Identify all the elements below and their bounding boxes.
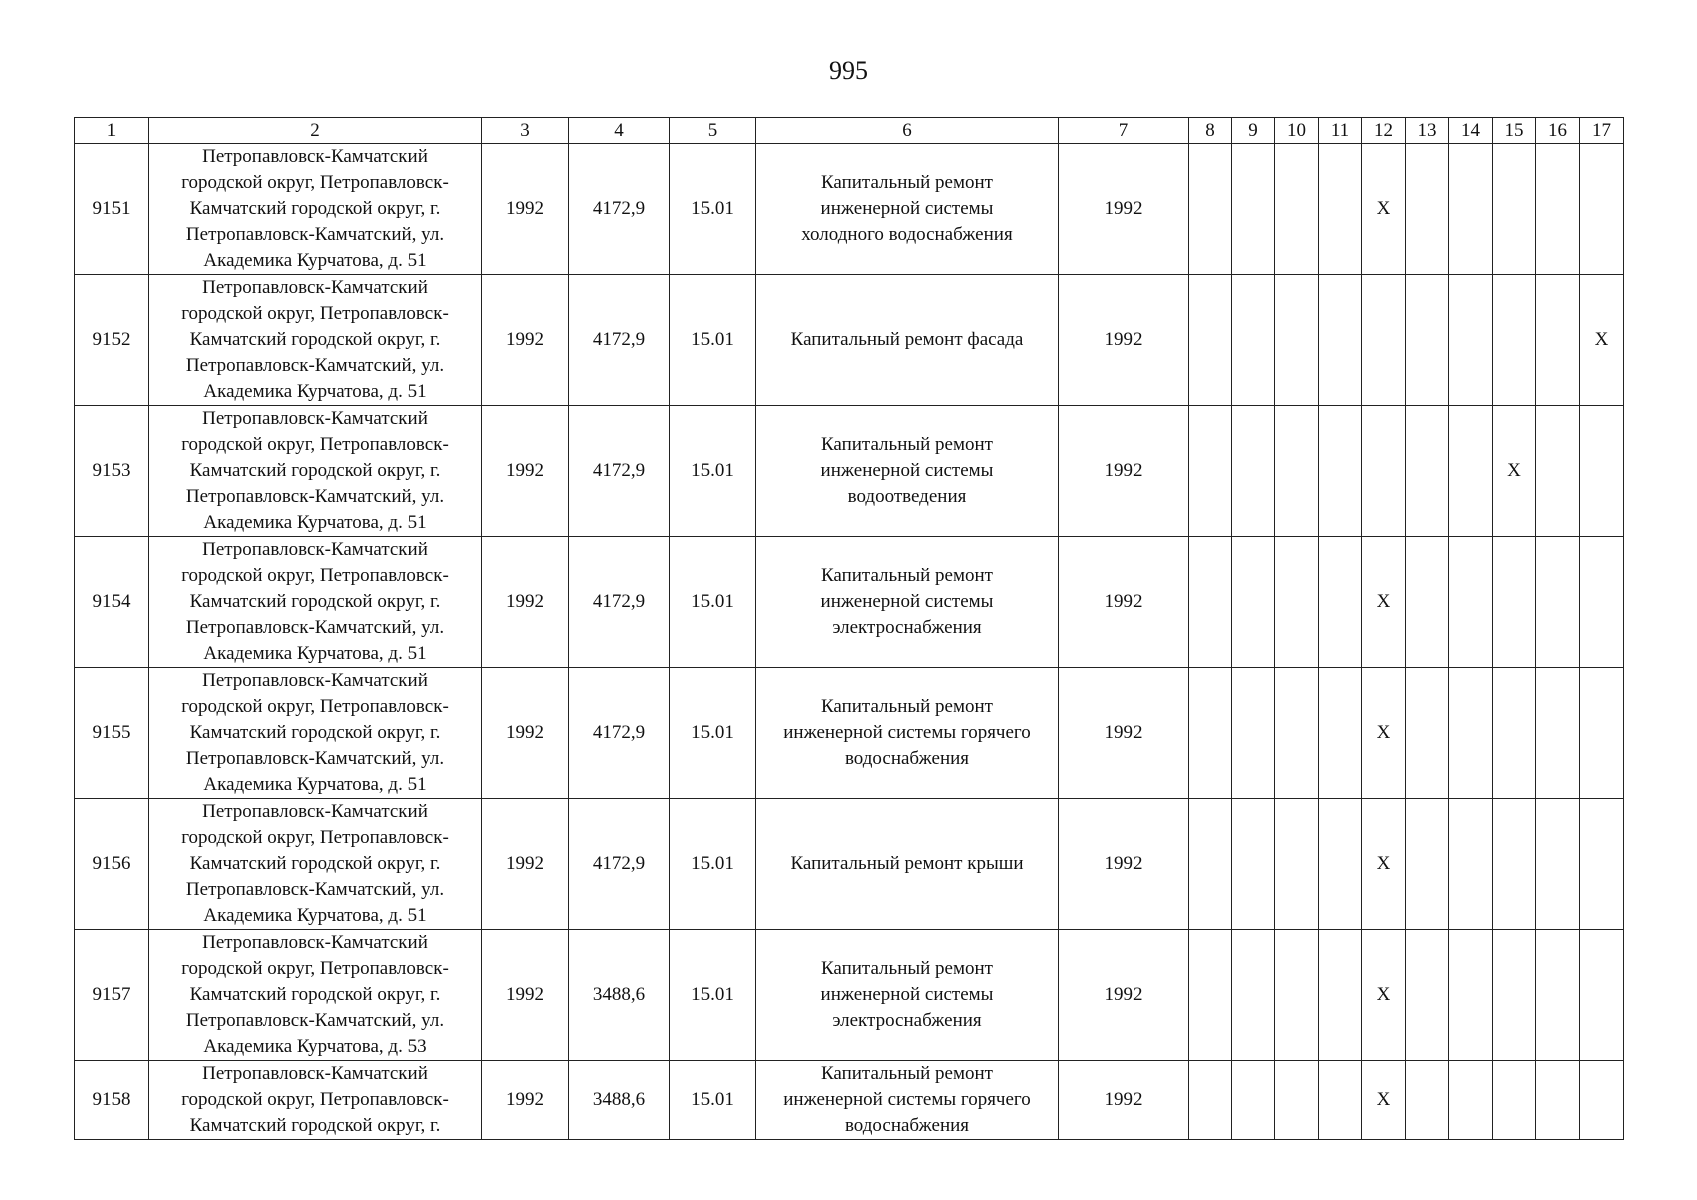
column-header-14: 14 [1449, 118, 1493, 144]
work-type-cell: Капитальный ремонт инженерной системы электроснабжения [756, 537, 1059, 668]
mark-cell-9 [1232, 406, 1275, 537]
column-header-5: 5 [670, 118, 756, 144]
row-number: 9154 [75, 537, 149, 668]
area-cell: 4172,9 [569, 668, 670, 799]
column-header-4: 4 [569, 118, 670, 144]
column-header-11: 11 [1319, 118, 1362, 144]
address-cell: Петропавловск-Камчатский городской округ, Петропавловск- Камчатский городской округ, г. Петропавловск-Камчатский, ул. Академика Курчатова, д. 51 [149, 668, 482, 799]
planned-year-cell: 1992 [1059, 537, 1189, 668]
mark-cell-16 [1536, 930, 1580, 1061]
row-number: 9152 [75, 275, 149, 406]
mark-cell-13 [1406, 406, 1449, 537]
mark-cell-13 [1406, 668, 1449, 799]
area-cell: 4172,9 [569, 799, 670, 930]
table-row [75, 406, 1624, 537]
mark-cell-17 [1580, 930, 1624, 1061]
mark-cell-16 [1536, 668, 1580, 799]
mark-cell-12: X [1362, 799, 1406, 930]
planned-year-cell: 1992 [1059, 930, 1189, 1061]
column-header-7: 7 [1059, 118, 1189, 144]
mark-cell-11 [1319, 406, 1362, 537]
row-number: 9155 [75, 668, 149, 799]
mark-cell-8 [1189, 406, 1232, 537]
column-header-3: 3 [482, 118, 569, 144]
row-number: 9156 [75, 799, 149, 930]
mark-cell-14 [1449, 275, 1493, 406]
mark-cell-13 [1406, 799, 1449, 930]
mark-cell-11 [1319, 799, 1362, 930]
mark-cell-9 [1232, 144, 1275, 275]
mark-cell-9 [1232, 1061, 1275, 1140]
year-built-cell: 1992 [482, 537, 569, 668]
mark-cell-9 [1232, 668, 1275, 799]
column-header-13: 13 [1406, 118, 1449, 144]
mark-cell-9 [1232, 930, 1275, 1061]
mark-cell-11 [1319, 275, 1362, 406]
year-built-cell: 1992 [482, 144, 569, 275]
work-type-cell: Капитальный ремонт инженерной системы электроснабжения [756, 930, 1059, 1061]
mark-cell-12 [1362, 275, 1406, 406]
column-header-2: 2 [149, 118, 482, 144]
mark-cell-17 [1580, 537, 1624, 668]
mark-cell-16 [1536, 275, 1580, 406]
column-header-8: 8 [1189, 118, 1232, 144]
planned-year-cell: 1992 [1059, 1061, 1189, 1140]
mark-cell-10 [1275, 799, 1319, 930]
mark-cell-14 [1449, 1061, 1493, 1140]
row-number: 9157 [75, 930, 149, 1061]
mark-cell-15 [1493, 668, 1536, 799]
table-row [75, 930, 1624, 1061]
address-cell: Петропавловск-Камчатский городской округ, Петропавловск- Камчатский городской округ, г. Петропавловск-Камчатский, ул. Академика Курчатова, д. 51 [149, 144, 482, 275]
code-cell: 15.01 [670, 930, 756, 1061]
mark-cell-15 [1493, 537, 1536, 668]
mark-cell-12: X [1362, 930, 1406, 1061]
mark-cell-14 [1449, 537, 1493, 668]
address-cell: Петропавловск-Камчатский городской округ, Петропавловск- Камчатский городской округ, г. Петропавловск-Камчатский, ул. Академика Курчатова, д. 51 [149, 799, 482, 930]
address-cell: Петропавловск-Камчатский городской округ, Петропавловск- Камчатский городской округ, г. [149, 1061, 482, 1140]
mark-cell-10 [1275, 1061, 1319, 1140]
mark-cell-15 [1493, 930, 1536, 1061]
mark-cell-17 [1580, 406, 1624, 537]
year-built-cell: 1992 [482, 275, 569, 406]
mark-cell-17 [1580, 1061, 1624, 1140]
mark-cell-11 [1319, 930, 1362, 1061]
code-cell: 15.01 [670, 406, 756, 537]
code-cell: 15.01 [670, 1061, 756, 1140]
column-header-6: 6 [756, 118, 1059, 144]
area-cell: 4172,9 [569, 406, 670, 537]
mark-cell-13 [1406, 1061, 1449, 1140]
mark-cell-12: X [1362, 144, 1406, 275]
mark-cell-12: X [1362, 1061, 1406, 1140]
mark-cell-11 [1319, 1061, 1362, 1140]
mark-cell-16 [1536, 799, 1580, 930]
mark-cell-10 [1275, 275, 1319, 406]
planned-year-cell: 1992 [1059, 406, 1189, 537]
mark-cell-8 [1189, 930, 1232, 1061]
column-header-9: 9 [1232, 118, 1275, 144]
mark-cell-11 [1319, 537, 1362, 668]
work-type-cell: Капитальный ремонт инженерной системы холодного водоснабжения [756, 144, 1059, 275]
mark-cell-10 [1275, 406, 1319, 537]
mark-cell-9 [1232, 275, 1275, 406]
address-cell: Петропавловск-Камчатский городской округ, Петропавловск- Камчатский городской округ, г. Петропавловск-Камчатский, ул. Академика Курчатова, д. 51 [149, 275, 482, 406]
code-cell: 15.01 [670, 537, 756, 668]
mark-cell-8 [1189, 275, 1232, 406]
planned-year-cell: 1992 [1059, 275, 1189, 406]
mark-cell-12: X [1362, 537, 1406, 668]
mark-cell-13 [1406, 930, 1449, 1061]
page-number: 995 [829, 56, 868, 85]
mark-cell-12: X [1362, 668, 1406, 799]
mark-cell-13 [1406, 144, 1449, 275]
column-header-10: 10 [1275, 118, 1319, 144]
area-cell: 4172,9 [569, 537, 670, 668]
column-header-1: 1 [75, 118, 149, 144]
mark-cell-15 [1493, 275, 1536, 406]
mark-cell-16 [1536, 406, 1580, 537]
mark-cell-17 [1580, 668, 1624, 799]
mark-cell-14 [1449, 930, 1493, 1061]
mark-cell-11 [1319, 144, 1362, 275]
planned-year-cell: 1992 [1059, 144, 1189, 275]
area-cell: 3488,6 [569, 930, 670, 1061]
year-built-cell: 1992 [482, 930, 569, 1061]
mark-cell-14 [1449, 799, 1493, 930]
code-cell: 15.01 [670, 668, 756, 799]
mark-cell-14 [1449, 668, 1493, 799]
mark-cell-9 [1232, 799, 1275, 930]
mark-cell-15: X [1493, 406, 1536, 537]
table-row [75, 1061, 1624, 1140]
mark-cell-8 [1189, 799, 1232, 930]
registry-table [74, 117, 1624, 1140]
mark-cell-17 [1580, 144, 1624, 275]
mark-cell-16 [1536, 144, 1580, 275]
mark-cell-15 [1493, 799, 1536, 930]
area-cell: 4172,9 [569, 275, 670, 406]
column-header-17: 17 [1580, 118, 1624, 144]
year-built-cell: 1992 [482, 799, 569, 930]
planned-year-cell: 1992 [1059, 668, 1189, 799]
table-row [75, 537, 1624, 668]
year-built-cell: 1992 [482, 1061, 569, 1140]
work-type-cell: Капитальный ремонт инженерной системы горячего водоснабжения [756, 1061, 1059, 1140]
column-header-12: 12 [1362, 118, 1406, 144]
mark-cell-14 [1449, 144, 1493, 275]
year-built-cell: 1992 [482, 668, 569, 799]
mark-cell-8 [1189, 537, 1232, 668]
work-type-cell: Капитальный ремонт инженерной системы водоотведения [756, 406, 1059, 537]
mark-cell-17: X [1580, 275, 1624, 406]
mark-cell-10 [1275, 537, 1319, 668]
mark-cell-10 [1275, 144, 1319, 275]
code-cell: 15.01 [670, 799, 756, 930]
mark-cell-10 [1275, 930, 1319, 1061]
work-type-cell: Капитальный ремонт крыши [756, 799, 1059, 930]
header-row [75, 118, 1624, 144]
address-cell: Петропавловск-Камчатский городской округ, Петропавловск- Камчатский городской округ, г. Петропавловск-Камчатский, ул. Академика Курчатова, д. 51 [149, 406, 482, 537]
mark-cell-9 [1232, 537, 1275, 668]
column-header-15: 15 [1493, 118, 1536, 144]
year-built-cell: 1992 [482, 406, 569, 537]
table-row [75, 668, 1624, 799]
mark-cell-16 [1536, 1061, 1580, 1140]
mark-cell-13 [1406, 275, 1449, 406]
planned-year-cell: 1992 [1059, 799, 1189, 930]
row-number: 9153 [75, 406, 149, 537]
table-row [75, 799, 1624, 930]
mark-cell-12 [1362, 406, 1406, 537]
mark-cell-15 [1493, 1061, 1536, 1140]
table-row [75, 144, 1624, 275]
row-number: 9151 [75, 144, 149, 275]
address-cell: Петропавловск-Камчатский городской округ, Петропавловск- Камчатский городской округ, г. Петропавловск-Камчатский, ул. Академика Курчатова, д. 53 [149, 930, 482, 1061]
code-cell: 15.01 [670, 144, 756, 275]
row-number: 9158 [75, 1061, 149, 1140]
work-type-cell: Капитальный ремонт фасада [756, 275, 1059, 406]
mark-cell-16 [1536, 537, 1580, 668]
column-header-16: 16 [1536, 118, 1580, 144]
mark-cell-8 [1189, 144, 1232, 275]
mark-cell-10 [1275, 668, 1319, 799]
mark-cell-15 [1493, 144, 1536, 275]
mark-cell-11 [1319, 668, 1362, 799]
mark-cell-8 [1189, 668, 1232, 799]
area-cell: 4172,9 [569, 144, 670, 275]
code-cell: 15.01 [670, 275, 756, 406]
mark-cell-8 [1189, 1061, 1232, 1140]
mark-cell-14 [1449, 406, 1493, 537]
area-cell: 3488,6 [569, 1061, 670, 1140]
work-type-cell: Капитальный ремонт инженерной системы горячего водоснабжения [756, 668, 1059, 799]
mark-cell-17 [1580, 799, 1624, 930]
table-row [75, 275, 1624, 406]
address-cell: Петропавловск-Камчатский городской округ, Петропавловск- Камчатский городской округ, г. Петропавловск-Камчатский, ул. Академика Курчатова, д. 51 [149, 537, 482, 668]
mark-cell-13 [1406, 537, 1449, 668]
